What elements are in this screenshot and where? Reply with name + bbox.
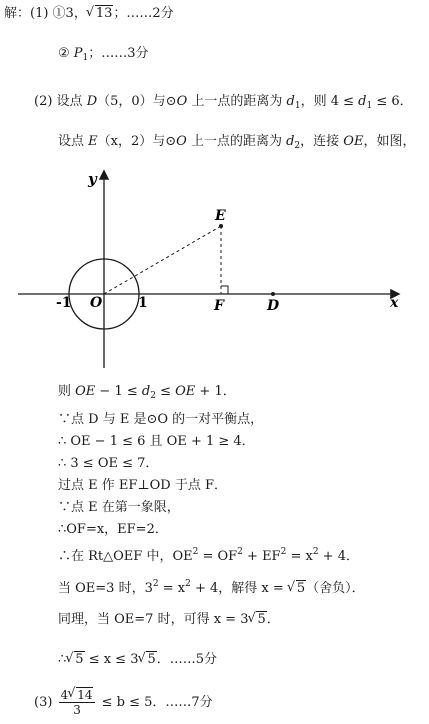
pythagorean: ∴在 Rt△OEF 中，$OE^2 = OF^2 + EF^2 = x^2 + 4$． [58,547,359,564]
answer-part1: 解：(1) ①3，√ 13；……2分 [4,6,174,22]
case-oe-7: 同理，当 OE=7 时，可得 x = 3√ 5． [58,612,280,628]
sqrt-13: √ 13 [87,6,114,22]
origin-label: O [90,295,103,311]
ineq-d2: 则 OE − $1 \le d_2$ ≤ OE + 1． [58,384,236,401]
point-f-label: F [214,298,224,314]
x-range-result: ∴√ 5 ≤ x ≤ 3√ 5．……5分 [58,652,217,668]
case-oe-3: 当 OE=3 时，$3^2 = x^2 + 4$，解得 x = √ 5（舍负）． [58,576,365,597]
fraction: $\frac{4√ 14}{3}$ [59,688,96,717]
x-axis-label: x [390,295,399,311]
first-quadrant: ∵点 E 在第一象限， [58,500,180,515]
segment-oe [104,226,221,294]
point-e [219,224,223,228]
point-e-label: E [215,208,226,224]
of-ef-values: ∴OF=x，EF=2． [58,522,168,537]
sqrt-5: √ 5 [138,652,156,668]
y-axis-label: y [88,170,97,188]
right-angle-mark [221,286,228,294]
answer-part1-2: ② $P_1$；……3分 [58,46,149,63]
sqrt-5: √ 5 [66,652,84,668]
part2-intro-e: 设点 E（x，2）与⊙O 上一点的距离为 $d_2$，连接 OE，如图， [58,134,416,151]
tick-label-neg-one: -1 [56,295,72,311]
sqrt-5: √ 5 [288,581,306,597]
therefore-ineq: ∴ OE − 1 ≤ 6 且 OE + 1 ≥ 4． [58,434,255,449]
part2-intro-d: (2) 设点 D（5，0）与⊙O 上一点的距离为 $d_1$，则 $4 \le d_1 \le 6$． [34,94,413,111]
construct-ef: 过点 E 作 EF⊥OD 于点 F． [58,478,227,493]
sqrt-5: √ 5 [248,612,266,628]
therefore-range: ∴ 3 ≤ OE ≤ 7． [58,456,159,471]
point-d [271,292,275,296]
part3-answer: (3) $\frac{4√ 14}{3}$ ≤ b ≤ 5．……7分 [34,688,213,718]
point-d-label: D [267,298,280,314]
tick-label-one: 1 [138,295,148,311]
because-balance-points: ∵点 D 与 E 是⊙O 的一对平衡点， [58,412,264,427]
